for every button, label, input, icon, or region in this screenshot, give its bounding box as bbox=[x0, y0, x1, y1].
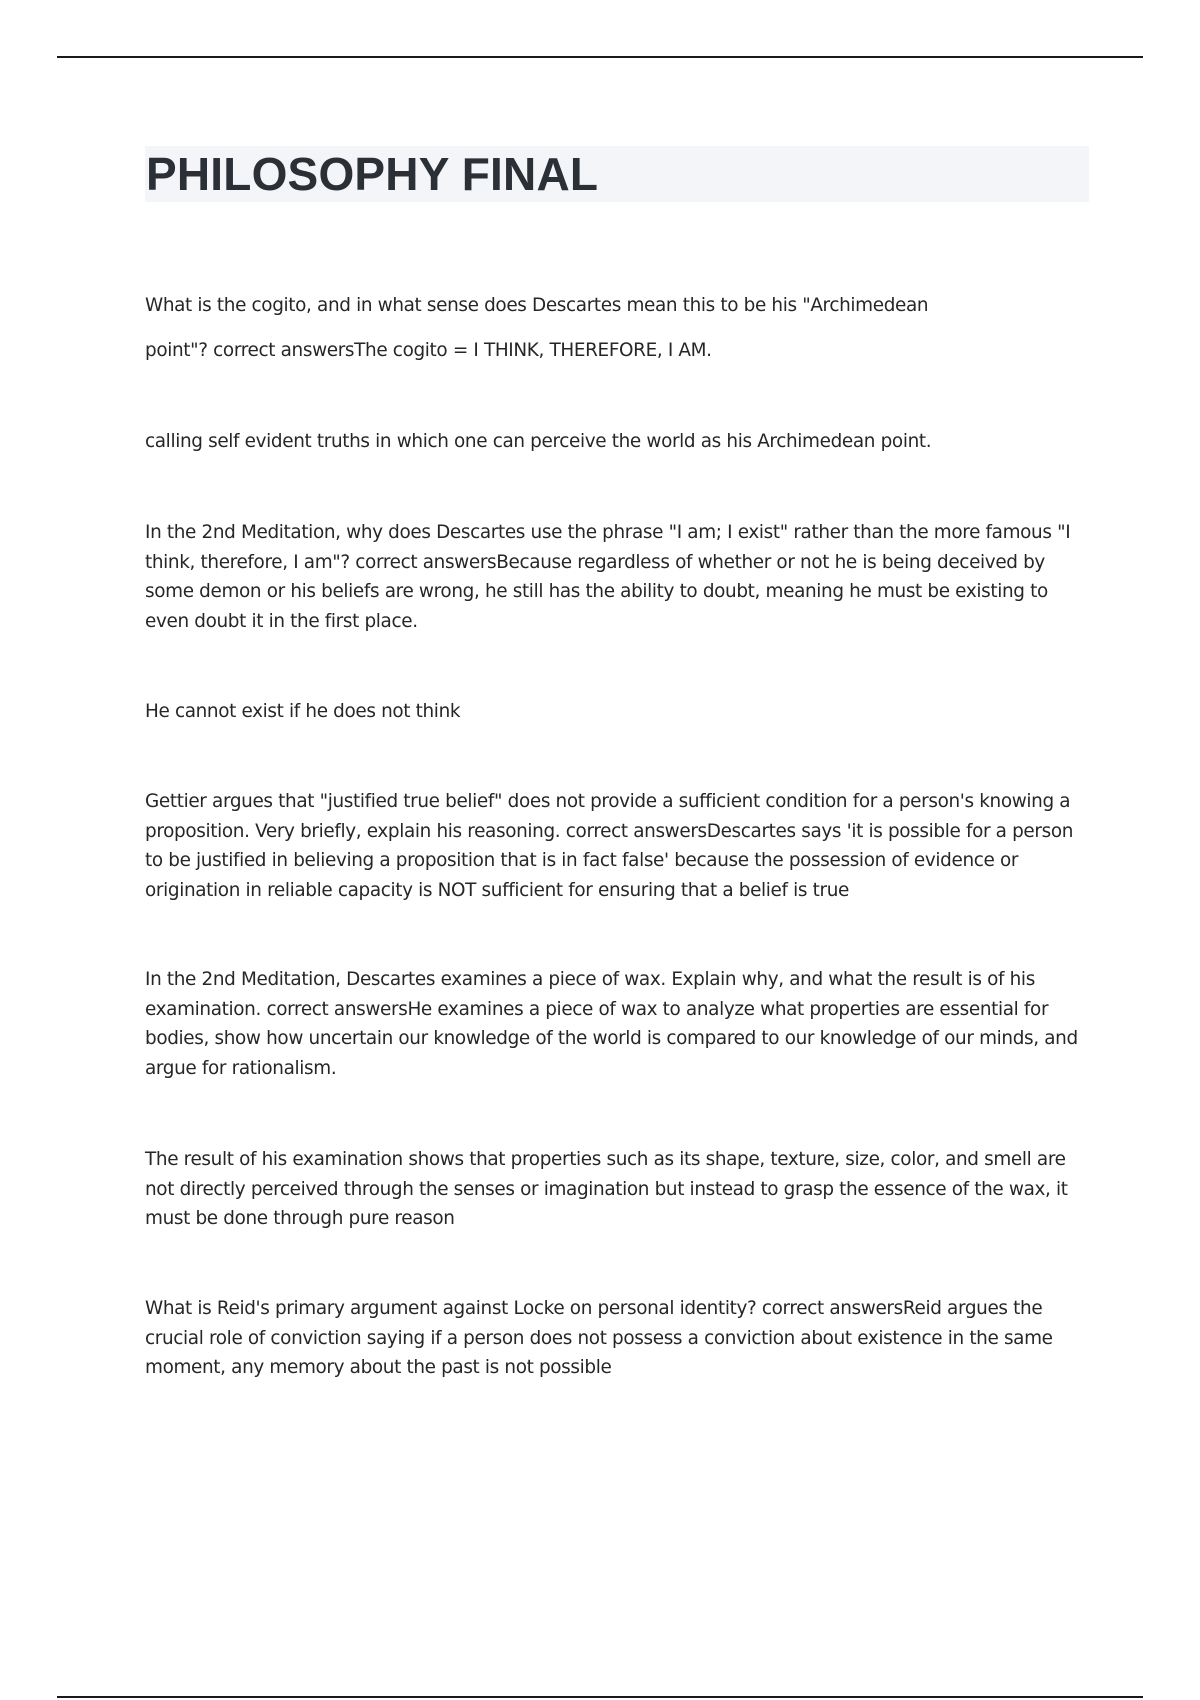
question-wax: In the 2nd Meditation, Descartes examines a piece of wax. Explain why, and what the result is of his examination. correct answersHe examines a piece of wax to analyze what properties are essential for bodies, show how uncertain our knowledge of the world is compared to our knowledge of our minds, and argue for rationalism. bbox=[145, 969, 1078, 1079]
answer-archimedean-point: calling self evident truths in which one can perceive the world as his Archimedean point. bbox=[145, 431, 932, 452]
top-rule bbox=[57, 56, 1143, 58]
page-title: PHILOSOPHY FINAL bbox=[146, 148, 599, 200]
question-reid-locke: What is Reid's primary argument against Locke on personal identity? correct answersReid argues the crucial role of conviction saying if a person does not possess a conviction about existence in the same moment, any memory about the past is not possible bbox=[145, 1298, 1053, 1378]
question-cogito-line-1: What is the cogito, and in what sense does Descartes mean this to be his "Archimedean bbox=[145, 295, 929, 316]
bottom-rule bbox=[57, 1696, 1143, 1698]
answer-wax-result: The result of his examination shows that properties such as its shape, texture, size, color, and smell are not directly perceived through the senses or imagination but instead to grasp the essence of the wax, it must be done through pure reason bbox=[145, 1149, 1068, 1229]
question-cogito-line-2: point"? correct answersThe cogito = I THINK, THEREFORE, I AM. bbox=[145, 340, 712, 361]
question-i-am-i-exist: In the 2nd Meditation, why does Descartes use the phrase "I am; I exist" rather than the more famous "I think, therefore, I am"? correct answersBecause regardless of whether or not he is being deceived by some demon or his beliefs are wrong, he still has the ability to doubt, meaning he must be existing to even doubt it in the first place. bbox=[145, 522, 1071, 632]
question-gettier: Gettier argues that "justified true belief" does not provide a sufficient condition for a person's knowing a proposition. Very briefly, explain his reasoning. correct answersDescartes says 'it is possible for a person to be justified in believing a proposition that is in fact false' because the possession of evidence or origination in reliable capacity is NOT sufficient for ensuring that a belief is true bbox=[145, 791, 1074, 901]
answer-cannot-exist: He cannot exist if he does not think bbox=[145, 701, 461, 722]
